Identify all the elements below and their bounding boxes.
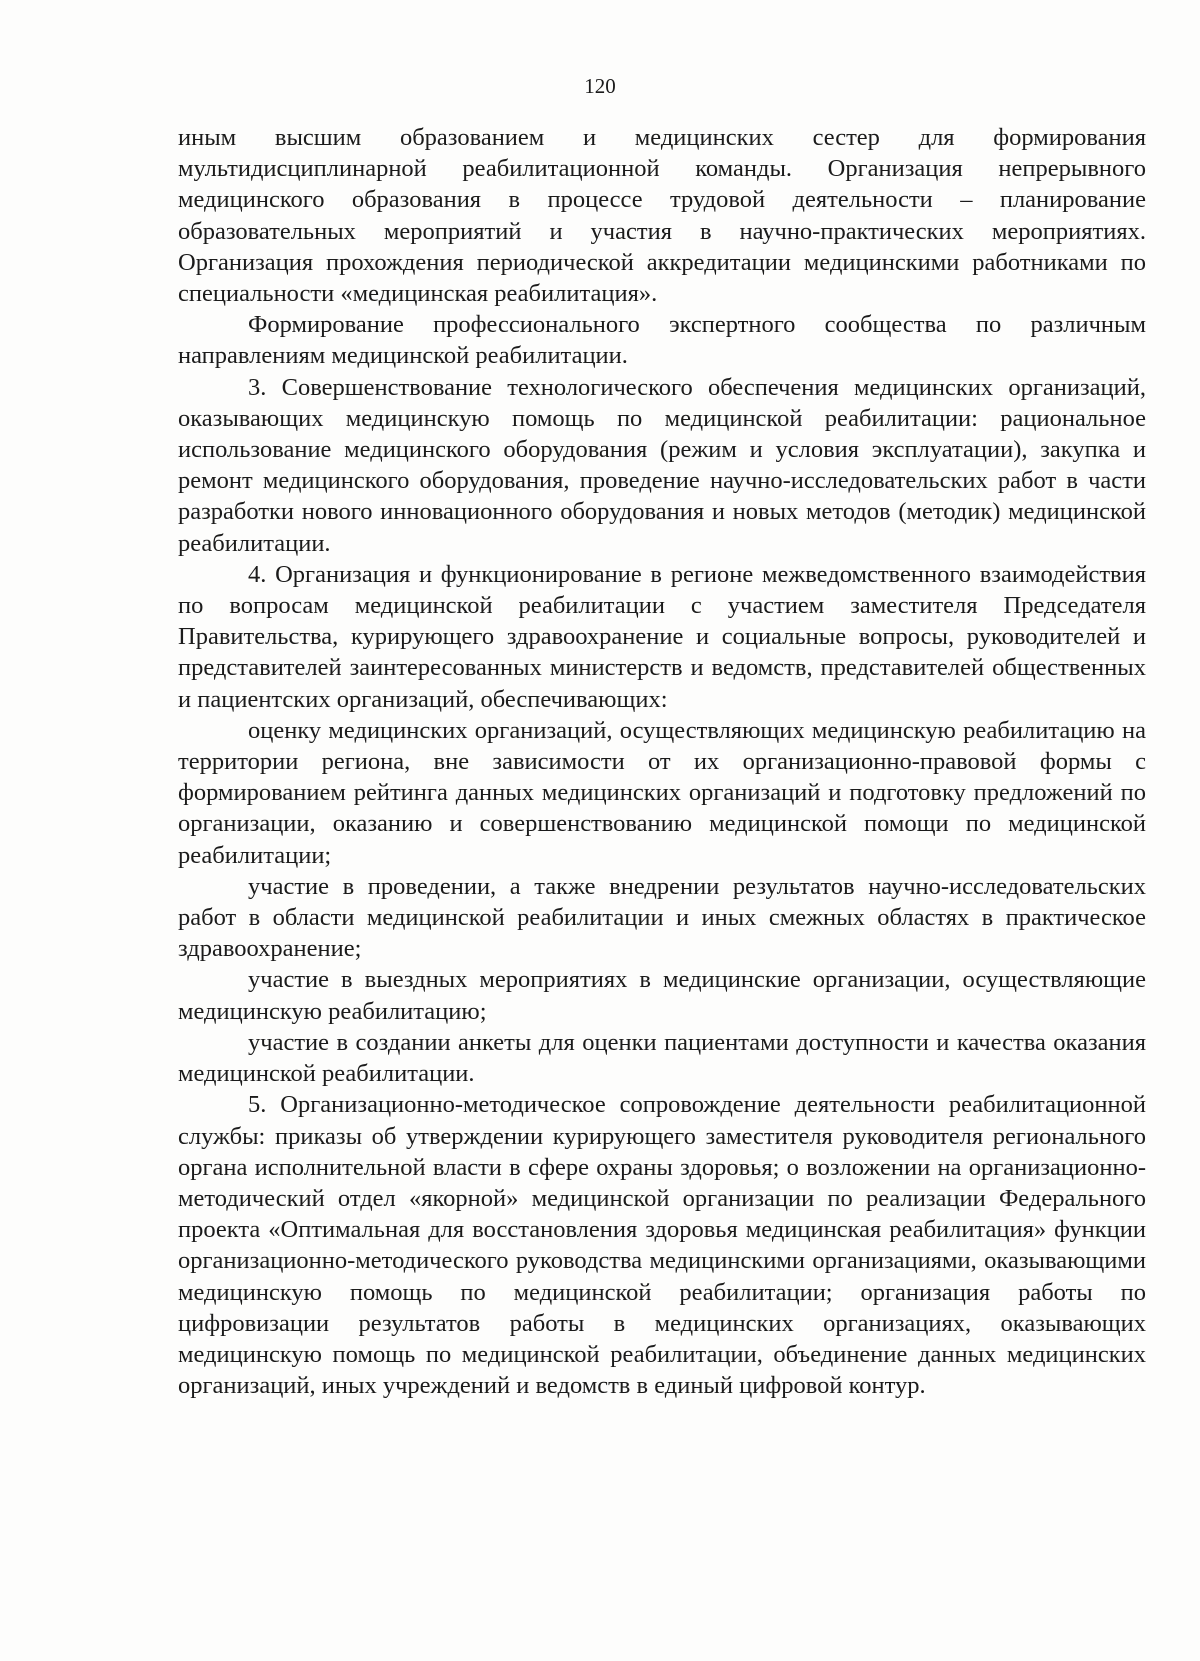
paragraph-item-3: 3. Совершенствование технологического обеспечения медицинских организаций, оказывающих медицинскую помощь по медицинской реабилитации: рациональное использование медицинского оборудования (режим и условия эксплуатации), закупка и ремонт медицинского оборудования, проведение научно-исследовательских работ в части разработки нового инновационного оборудования и новых методов (методик) медицинской реабилитации.	[178, 373, 1146, 557]
page-number: 120	[584, 74, 616, 98]
paragraph-field-events: участие в выездных мероприятиях в медицинские организации, осуществляющие медицинскую реабилитацию;	[178, 966, 1146, 1025]
paragraph-assessment: оценку медицинских организаций, осуществляющих медицинскую реабилитацию на территории региона, вне зависимости от их организационно-правовой формы с формированием рейтинга данных медицинских организаций и подготовку предложений по организации, оказанию и совершенствованию медицинской помощи по медицинской реабилитации;	[178, 716, 1146, 869]
paragraph-survey: участие в создании анкеты для оценки пациентами доступности и качества оказания медицинской реабилитации.	[178, 1028, 1146, 1088]
paragraph-research-participation: участие в проведении, а также внедрении результатов научно-исследовательских работ в области медицинской реабилитации и иных смежных областях в практическое здравоохранение;	[178, 872, 1146, 963]
paragraph-item-5: 5. Организационно-методическое сопровождение деятельности реабилитационной службы: приказы об утверждении курирующего заместителя руководителя регионального органа исполнительной власти в сфере охраны здоровья; о возложении на организационно-методический отдел «якорной» медицинской организации по реализации Федерального проекта «Оптимальная для восстановления здоровья медицинская реабилитация» функции организационно-методического руководства медицинскими организациями, оказывающими медицинскую помощь по медицинской реабилитации; организация работы по цифровизации результатов работы в медицинских организациях, оказывающих медицинскую помощь по медицинской реабилитации, объединение данных медицинских организаций, иных учреждений и ведомств в единый цифровой контур.	[178, 1091, 1146, 1400]
document-body	[178, 122, 1146, 1401]
paragraph-continuation: иным высшим образованием и медицинских сестер для формирования мультидисциплинарной реабилитационной команды. Организация непрерывного медицинского образования в процессе трудовой деятельности – планирование образовательных мероприятий и участия в научно-практических мероприятиях. Организация прохождения периодической аккредитации медицинскими работниками по специальности «медицинская реабилитация».	[178, 124, 1146, 308]
paragraph-item-4: 4. Организация и функционирование в регионе межведомственного взаимодействия по вопросам медицинской реабилитации с участием заместителя Председателя Правительства, курирующего здравоохранение и социальные вопросы, руководителей и представителей заинтересованных министерств и ведомств, представителей общественных и пациентских организаций, обеспечивающих:	[178, 560, 1146, 713]
paragraph-expert-community: Формирование профессионального экспертного сообщества по различным направлениям медицинской реабилитации.	[178, 311, 1146, 370]
